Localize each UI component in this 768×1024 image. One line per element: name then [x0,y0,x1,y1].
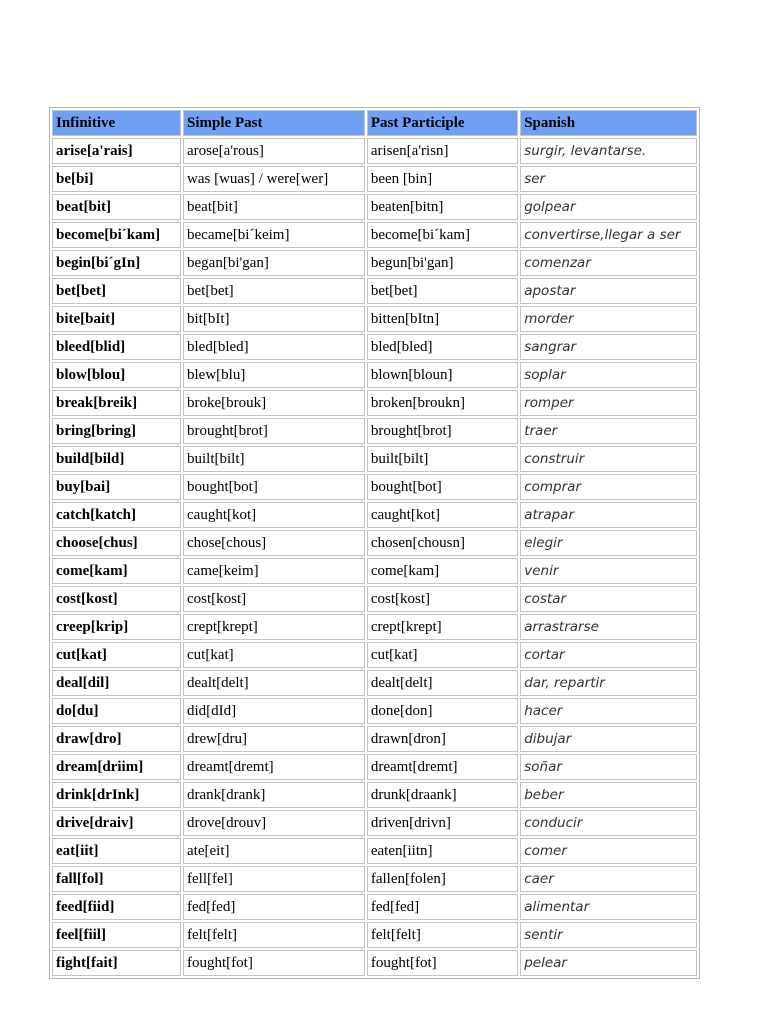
cell-simple-past: beat[bit] [183,194,365,220]
cell-past-participle: chosen[chousn] [367,530,518,556]
cell-infinitive: choose[chus] [52,530,181,556]
table-row [52,530,697,556]
cell-simple-past: chose[chous] [183,530,365,556]
cell-past-participle: blown[bloun] [367,362,518,388]
cell-infinitive: feed[fiid] [52,894,181,920]
cell-infinitive: fight[fait] [52,950,181,976]
cell-simple-past: bit[bIt] [183,306,365,332]
cell-spanish: hacer [520,698,697,724]
cell-past-participle: bought[bot] [367,474,518,500]
cell-infinitive: do[du] [52,698,181,724]
cell-infinitive: bite[bait] [52,306,181,332]
cell-spanish: comprar [520,474,697,500]
cell-infinitive: blow[blou] [52,362,181,388]
cell-infinitive: bring[bring] [52,418,181,444]
table-row [52,502,697,528]
cell-past-participle: dreamt[dremt] [367,754,518,780]
cell-infinitive: cost[kost] [52,586,181,612]
cell-simple-past: bought[bot] [183,474,365,500]
cell-spanish: soplar [520,362,697,388]
cell-simple-past: fed[fed] [183,894,365,920]
cell-simple-past: bled[bled] [183,334,365,360]
table-row [52,194,697,220]
cell-spanish: surgir, levantarse. [520,138,697,164]
cell-simple-past: fought[fot] [183,950,365,976]
cell-spanish: golpear [520,194,697,220]
cell-spanish: arrastrarse [520,614,697,640]
cell-past-participle: dealt[delt] [367,670,518,696]
cell-past-participle: eaten[iitn] [367,838,518,864]
cell-simple-past: ate[eit] [183,838,365,864]
cell-spanish: alimentar [520,894,697,920]
cell-past-participle: fed[fed] [367,894,518,920]
cell-past-participle: caught[kot] [367,502,518,528]
cell-spanish: soñar [520,754,697,780]
cell-infinitive: feel[fiil] [52,922,181,948]
table-row [52,390,697,416]
cell-simple-past: built[bilt] [183,446,365,472]
cell-simple-past: drew[dru] [183,726,365,752]
cell-infinitive: buy[bai] [52,474,181,500]
cell-spanish: dar, repartir [520,670,697,696]
table-row [52,558,697,584]
header-past-participle: Past Participle [367,110,518,136]
cell-spanish: morder [520,306,697,332]
cell-simple-past: cost[kost] [183,586,365,612]
cell-spanish: apostar [520,278,697,304]
table-row [52,306,697,332]
cell-past-participle: drawn[dron] [367,726,518,752]
cell-past-participle: come[kam] [367,558,518,584]
cell-infinitive: creep[krip] [52,614,181,640]
cell-infinitive: begin[bi´gIn] [52,250,181,276]
cell-spanish: atrapar [520,502,697,528]
cell-past-participle: done[don] [367,698,518,724]
cell-spanish: romper [520,390,697,416]
table-row [52,446,697,472]
cell-past-participle: bet[bet] [367,278,518,304]
cell-spanish: caer [520,866,697,892]
cell-simple-past: became[bi´keim] [183,222,365,248]
table-row [52,362,697,388]
cell-past-participle: felt[felt] [367,922,518,948]
table-row [52,754,697,780]
cell-infinitive: draw[dro] [52,726,181,752]
cell-simple-past: arose[a'rous] [183,138,365,164]
cell-past-participle: begun[bi'gan] [367,250,518,276]
table-row [52,222,697,248]
table-row [52,614,697,640]
cell-spanish: pelear [520,950,697,976]
table-row [52,642,697,668]
cell-past-participle: been [bin] [367,166,518,192]
irregular-verbs-table [49,107,700,979]
cell-simple-past: fell[fel] [183,866,365,892]
cell-infinitive: catch[katch] [52,502,181,528]
cell-past-participle: built[bilt] [367,446,518,472]
cell-spanish: traer [520,418,697,444]
table-row [52,586,697,612]
header-infinitive: Infinitive [52,110,181,136]
table-row [52,334,697,360]
cell-past-participle: beaten[bitn] [367,194,518,220]
cell-simple-past: brought[brot] [183,418,365,444]
cell-simple-past: cut[kat] [183,642,365,668]
table-row [52,810,697,836]
cell-spanish: beber [520,782,697,808]
cell-spanish: sentir [520,922,697,948]
cell-infinitive: arise[a'rais] [52,138,181,164]
cell-simple-past: caught[kot] [183,502,365,528]
header-spanish: Spanish [520,110,697,136]
cell-simple-past: did[dId] [183,698,365,724]
table-row [52,838,697,864]
table-row [52,726,697,752]
cell-spanish: dibujar [520,726,697,752]
header-simple-past: Simple Past [183,110,365,136]
cell-spanish: construir [520,446,697,472]
table-row [52,418,697,444]
cell-simple-past: was [wuas] / were[wer] [183,166,365,192]
table-row [52,922,697,948]
cell-infinitive: become[bi´kam] [52,222,181,248]
cell-spanish: comer [520,838,697,864]
cell-simple-past: began[bi'gan] [183,250,365,276]
cell-past-participle: fallen[folen] [367,866,518,892]
table-row [52,138,697,164]
cell-spanish: elegir [520,530,697,556]
cell-past-participle: bled[bled] [367,334,518,360]
cell-infinitive: be[bi] [52,166,181,192]
cell-past-participle: arisen[a'risn] [367,138,518,164]
cell-infinitive: break[breik] [52,390,181,416]
table-row [52,278,697,304]
cell-simple-past: drove[drouv] [183,810,365,836]
table-row [52,474,697,500]
cell-infinitive: drink[drInk] [52,782,181,808]
cell-simple-past: crept[krept] [183,614,365,640]
cell-spanish: ser [520,166,697,192]
cell-spanish: costar [520,586,697,612]
table-body [52,138,697,976]
table-row [52,166,697,192]
cell-past-participle: brought[brot] [367,418,518,444]
table-row [52,950,697,976]
cell-past-participle: bitten[bItn] [367,306,518,332]
cell-past-participle: crept[krept] [367,614,518,640]
cell-infinitive: cut[kat] [52,642,181,668]
cell-past-participle: drunk[draank] [367,782,518,808]
cell-simple-past: bet[bet] [183,278,365,304]
cell-simple-past: came[keim] [183,558,365,584]
cell-spanish: sangrar [520,334,697,360]
cell-spanish: comenzar [520,250,697,276]
cell-past-participle: driven[drivn] [367,810,518,836]
cell-simple-past: felt[felt] [183,922,365,948]
cell-past-participle: become[bi´kam] [367,222,518,248]
cell-spanish: convertirse,llegar a ser [520,222,697,248]
cell-infinitive: come[kam] [52,558,181,584]
cell-past-participle: broken[broukn] [367,390,518,416]
table-row [52,894,697,920]
table-header-row [52,110,697,136]
cell-simple-past: dreamt[dremt] [183,754,365,780]
cell-past-participle: fought[fot] [367,950,518,976]
table-row [52,250,697,276]
cell-infinitive: beat[bit] [52,194,181,220]
table-row [52,670,697,696]
cell-infinitive: drive[draiv] [52,810,181,836]
cell-infinitive: bleed[blid] [52,334,181,360]
cell-spanish: conducir [520,810,697,836]
cell-simple-past: dealt[delt] [183,670,365,696]
table-row [52,698,697,724]
cell-simple-past: drank[drank] [183,782,365,808]
cell-spanish: venir [520,558,697,584]
cell-infinitive: fall[fol] [52,866,181,892]
cell-infinitive: bet[bet] [52,278,181,304]
cell-infinitive: eat[iit] [52,838,181,864]
cell-simple-past: broke[brouk] [183,390,365,416]
cell-spanish: cortar [520,642,697,668]
cell-infinitive: dream[driim] [52,754,181,780]
cell-infinitive: deal[dil] [52,670,181,696]
cell-past-participle: cut[kat] [367,642,518,668]
cell-simple-past: blew[blu] [183,362,365,388]
cell-past-participle: cost[kost] [367,586,518,612]
table-row [52,866,697,892]
table-row [52,782,697,808]
cell-infinitive: build[bild] [52,446,181,472]
